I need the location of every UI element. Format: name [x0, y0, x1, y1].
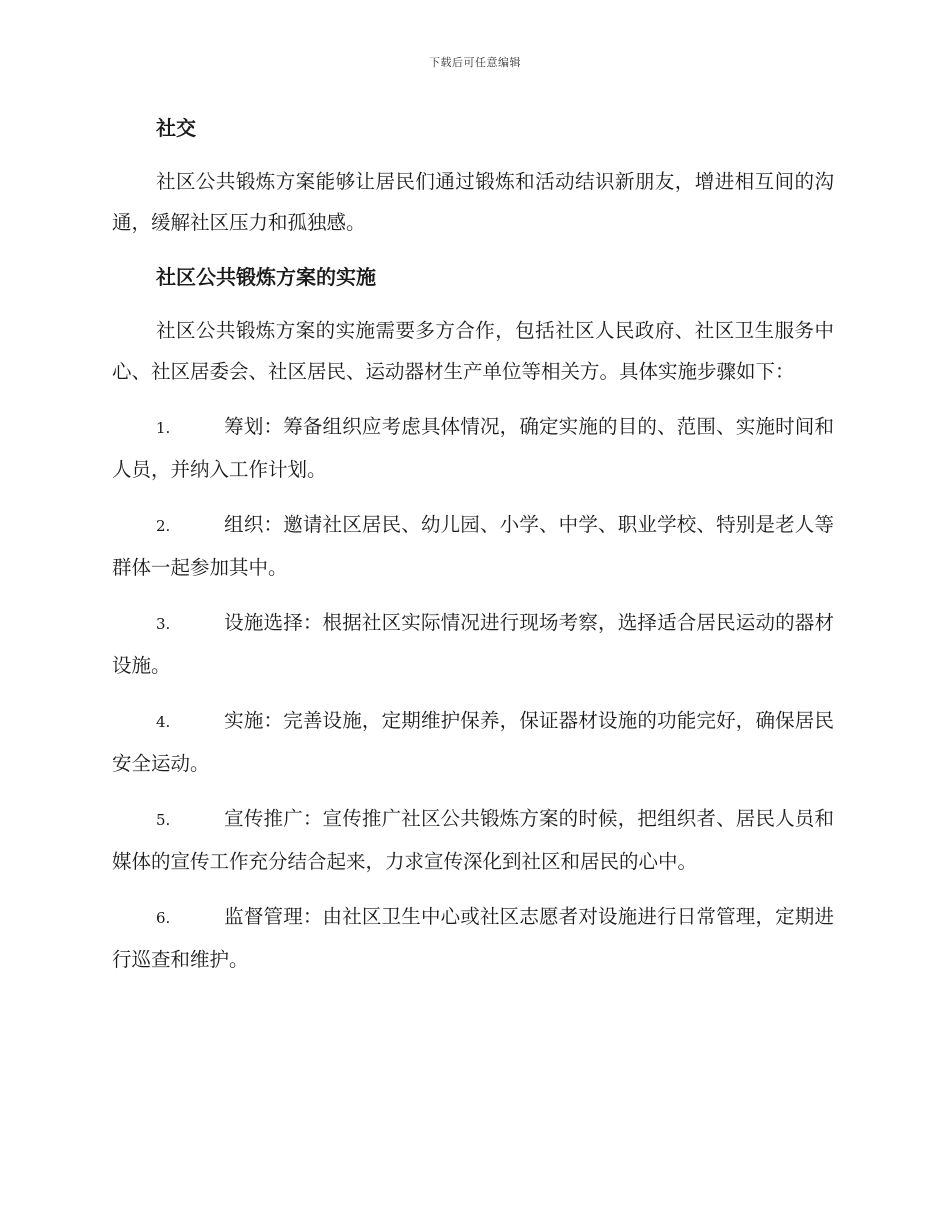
- list-item-text: 设施选择：根据社区实际情况进行现场考察，选择适合居民运动的器材设施。: [112, 611, 834, 677]
- list-item-step-2: [112, 504, 834, 588]
- list-item-step-4: [112, 700, 834, 784]
- list-number: 3.: [156, 615, 171, 633]
- list-item-step-5: [112, 798, 834, 882]
- list-number: 4.: [156, 713, 171, 731]
- list-item-text: 监督管理：由社区卫生中心或社区志愿者对设施进行日常管理，定期进行巡查和维护。: [112, 905, 834, 971]
- list-item-step-6: [112, 896, 834, 980]
- section-heading-implementation: 社区公共锻炼方案的实施: [156, 265, 376, 289]
- list-number: 5.: [156, 811, 171, 829]
- list-item-text: 组织：邀请社区居民、幼儿园、小学、中学、职业学校、特别是老人等群体一起参加其中。: [112, 513, 834, 579]
- list-number: 1.: [156, 419, 171, 437]
- list-item-step-1: [112, 406, 834, 490]
- list-item-text: 筹划：筹备组织应考虑具体情况，确定实施的目的、范围、实施时间和人员，并纳入工作计划。: [112, 415, 834, 481]
- paragraph-social: 社区公共锻炼方案能够让居民们通过锻炼和活动结识新朋友，增进相互间的沟通，缓解社区压力和孤独感。: [112, 170, 834, 234]
- paragraph-implementation: 社区公共锻炼方案的实施需要多方合作，包括社区人民政府、社区卫生服务中心、社区居委会、社区居民、运动器材生产单位等相关方。具体实施步骤如下：: [112, 319, 834, 383]
- list-item-text: 实施：完善设施，定期维护保养，保证器材设施的功能完好，确保居民安全运动。: [112, 709, 834, 775]
- list-item-step-3: [112, 602, 834, 686]
- list-number: 2.: [156, 517, 171, 535]
- list-number: 6.: [156, 909, 171, 927]
- section-heading-social: 社交: [156, 116, 196, 140]
- list-item-text: 宣传推广：宣传推广社区公共锻炼方案的时候，把组织者、居民人员和媒体的宣传工作充分结合起来，力求宣传深化到社区和居民的心中。: [112, 807, 834, 873]
- document-body: [112, 108, 834, 980]
- page-header: 下载后可任意编辑: [429, 56, 521, 69]
